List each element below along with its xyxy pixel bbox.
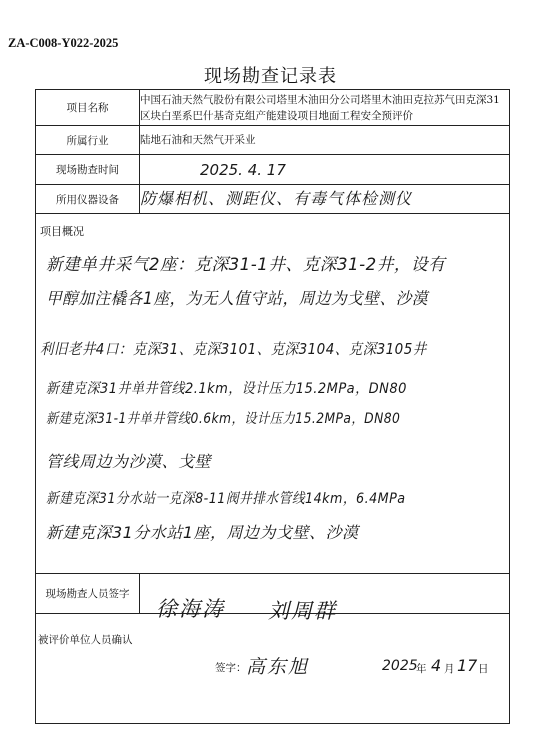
confirm-day: 17 xyxy=(457,656,478,675)
confirm-signature: 高东旭 xyxy=(246,656,310,678)
overview-line: 新建单井采气2座：克深31-1井、克深31-2井，设有 xyxy=(46,255,446,275)
confirm-year: 2025 xyxy=(382,658,418,674)
overview-line: 甲醇加注橇各1座，为无人值守站，周边为戈壁、沙漠 xyxy=(46,289,428,308)
industry-value: 陆地石油和天然气开采业 xyxy=(140,126,510,155)
confirm-day-suffix: 日 xyxy=(478,663,489,675)
confirm-label: 被评价单位人员确认 xyxy=(38,634,133,646)
overview-line: 新建克深31分水站1座，周边为戈壁、沙漠 xyxy=(46,523,359,542)
overview-label: 项目概况 xyxy=(40,225,84,238)
project-name-value: 中国石油天然气股份有限公司塔里木油田分公司塔里木油田克拉苏气田克深31 区块白垩系巴什基奇克组产能建设项目地面工程安全预评价 xyxy=(140,90,510,126)
surveyor-signature: 徐海涛 xyxy=(156,597,225,621)
confirm-sign-label: 签字： xyxy=(215,662,247,674)
row-equipment xyxy=(36,185,510,214)
row-project-name xyxy=(36,90,510,126)
date-value: 2025. 4. 17 xyxy=(140,155,510,185)
overview-line: 利旧老井4口：克深31、克深3101、克深3104、克深3105井 xyxy=(40,340,427,358)
surveyor-signature: 刘周群 xyxy=(268,599,337,623)
overview-line: 新建克深31分水站一克深8-11阀井排水管线14km，6.4MPa xyxy=(46,491,406,507)
page-title: 现场勘查记录表 xyxy=(204,66,337,87)
surveyors-label: 现场勘查人员签字 xyxy=(36,574,140,614)
confirm-year-suffix: 年 xyxy=(416,663,427,675)
record-table xyxy=(35,89,510,724)
date-label: 现场勘查时间 xyxy=(36,155,140,185)
confirm-month: 4 xyxy=(431,656,442,675)
row-industry xyxy=(36,126,510,155)
project-name-label: 项目名称 xyxy=(36,90,140,126)
confirm-month-suffix: 月 xyxy=(444,663,455,675)
row-date xyxy=(36,155,510,185)
equipment-label: 所用仪器设备 xyxy=(36,185,140,214)
overview-line: 管线周边为沙漠、戈壁 xyxy=(46,452,212,471)
overview-line: 新建克深31-1井单井管线0.6km，设计压力15.2MPa，DN80 xyxy=(46,411,401,427)
equipment-value: 防爆相机、测距仪、有毒气体检测仪 xyxy=(140,185,510,214)
industry-label: 所属行业 xyxy=(36,126,140,155)
document-code: ZA-C008-Y022-2025 xyxy=(8,36,119,50)
overview-line: 新建克深31井单井管线2.1km，设计压力15.2MPa，DN80 xyxy=(46,381,407,397)
